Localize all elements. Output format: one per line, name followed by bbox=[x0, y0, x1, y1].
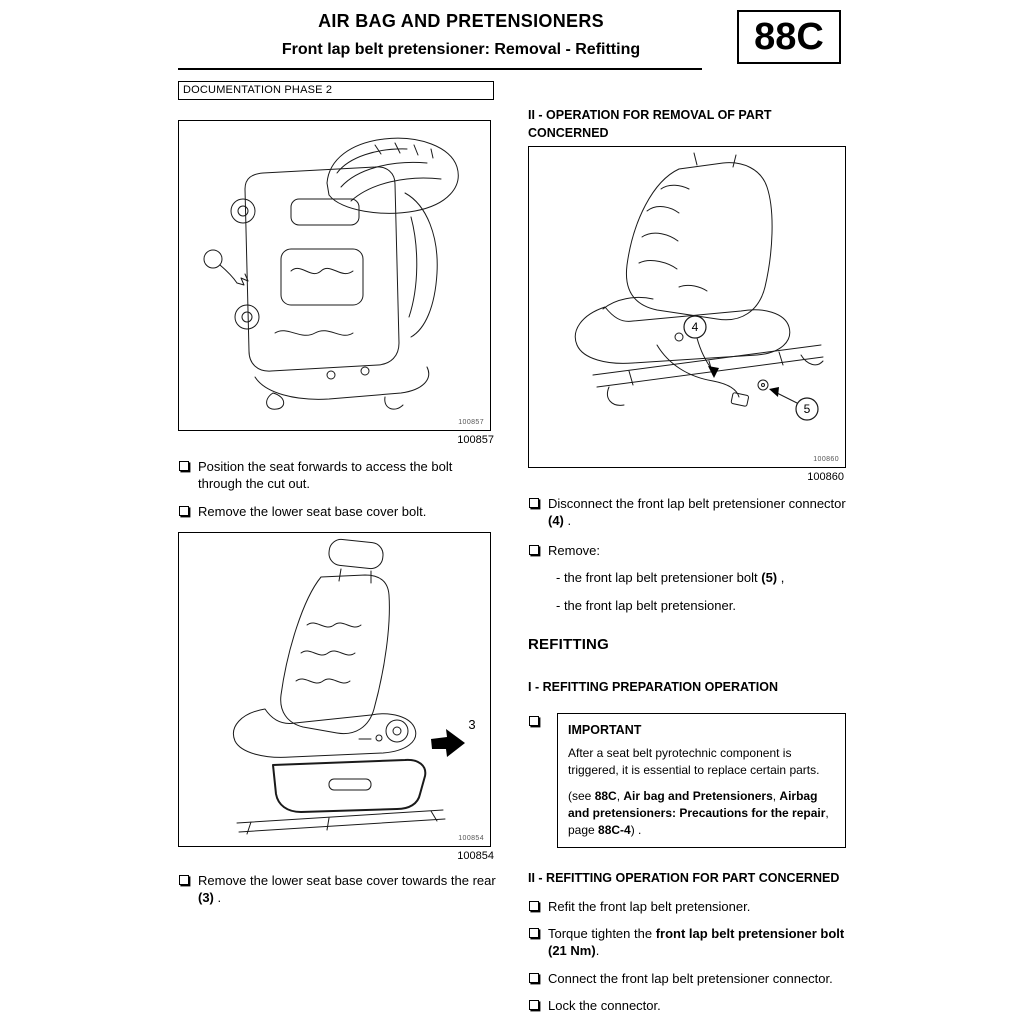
figure-caption: 100857 bbox=[457, 434, 494, 446]
callout-4-label: 4 bbox=[691, 320, 699, 334]
instruction-bullet bbox=[528, 495, 846, 530]
section-heading-removal: II - OPERATION FOR REMOVAL OF PART CONCERNED bbox=[528, 108, 772, 140]
checkbox-bullet-icon bbox=[529, 716, 539, 726]
instruction-text: Remove the lower seat base cover towards the rear (3) . bbox=[198, 872, 496, 906]
left-column bbox=[178, 120, 496, 906]
documentation-phase-label: DOCUMENTATION PHASE 2 bbox=[178, 81, 494, 100]
removal-direction-arrow bbox=[431, 729, 465, 757]
section-heading-refit-op: II - REFITTING OPERATION FOR PART CONCERNED bbox=[528, 871, 840, 886]
instruction-bullet bbox=[178, 872, 496, 907]
header-rule bbox=[178, 68, 702, 70]
instruction-text: Torque tighten the front lap belt pretensioner bolt (21 Nm). bbox=[548, 926, 845, 959]
checkbox-bullet-icon bbox=[179, 875, 189, 885]
callout-5-arrowhead bbox=[769, 387, 779, 397]
section-code: 88C bbox=[754, 15, 824, 58]
instruction-text: Remove: bbox=[548, 542, 601, 558]
callout-5-label: 5 bbox=[803, 402, 811, 416]
sub-instruction: - the front lap belt pretensioner. bbox=[556, 598, 736, 614]
section-code-box bbox=[737, 10, 841, 64]
instruction-bullet bbox=[528, 997, 846, 1014]
checkbox-bullet-icon bbox=[529, 928, 539, 938]
instruction-text: Disconnect the front lap belt pretensioner connector (4) . bbox=[548, 496, 846, 529]
checkbox-bullet-icon bbox=[529, 973, 539, 983]
instruction-bullet bbox=[178, 503, 496, 520]
important-note-row bbox=[528, 713, 846, 848]
section-heading-prep: I - REFITTING PREPARATION OPERATION bbox=[528, 680, 778, 695]
important-note-reference: (see 88C, Air bag and Pretensioners, Airbag and pretensioners: Precautions for the repair, page 88C-4) . bbox=[568, 789, 829, 837]
figure-seat-frame bbox=[178, 120, 491, 431]
important-note-body: After a seat belt pyrotechnic component is triggered, it is essential to replace certain parts. bbox=[568, 746, 820, 778]
checkbox-bullet-icon bbox=[529, 1000, 539, 1010]
important-note-title: IMPORTANT bbox=[568, 722, 642, 737]
seat-frame-rear-illustration bbox=[179, 121, 490, 430]
checkbox-bullet-icon bbox=[529, 498, 539, 508]
sub-instruction: - the front lap belt pretensioner bolt (5) , bbox=[556, 569, 785, 585]
figure-caption: 100860 bbox=[807, 471, 844, 483]
instruction-bullet bbox=[528, 925, 846, 960]
instruction-text: Remove the lower seat base cover bolt. bbox=[198, 503, 427, 519]
page-subtitle: Front lap belt pretensioner: Removal - Refitting bbox=[281, 41, 641, 58]
figure-inner-id: 100857 bbox=[458, 419, 484, 426]
instruction-text: Refit the front lap belt pretensioner. bbox=[548, 898, 751, 914]
instruction-text: Position the seat forwards to access the bolt through the cut out. bbox=[198, 459, 453, 492]
page-header bbox=[178, 11, 744, 59]
instruction-bullet bbox=[528, 898, 846, 915]
refitting-title: REFITTING bbox=[528, 636, 609, 654]
figure-seat-removal bbox=[528, 146, 846, 468]
seat-pretensioner-illustration bbox=[529, 147, 845, 467]
page-title: AIR BAG AND PRETENSIONERS bbox=[318, 11, 604, 31]
instruction-text: Lock the connector. bbox=[548, 998, 661, 1014]
important-note bbox=[557, 713, 846, 848]
checkbox-bullet-icon bbox=[179, 461, 189, 471]
callout-3-label: 3 bbox=[468, 716, 476, 732]
figure-inner-id: 100854 bbox=[458, 834, 484, 842]
instruction-text: Connect the front lap belt pretensioner connector. bbox=[548, 970, 833, 986]
instruction-bullet bbox=[528, 542, 846, 559]
figure-seat-side bbox=[178, 532, 491, 847]
checkbox-bullet-icon bbox=[529, 901, 539, 911]
right-column bbox=[528, 107, 846, 1014]
seat-side-illustration bbox=[179, 533, 490, 846]
checkbox-bullet-icon bbox=[529, 545, 539, 555]
instruction-bullet bbox=[528, 970, 846, 987]
instruction-bullet bbox=[178, 458, 496, 493]
figure-caption: 100854 bbox=[457, 849, 494, 862]
figure-inner-id: 100860 bbox=[813, 456, 839, 463]
checkbox-bullet-icon bbox=[179, 506, 189, 516]
